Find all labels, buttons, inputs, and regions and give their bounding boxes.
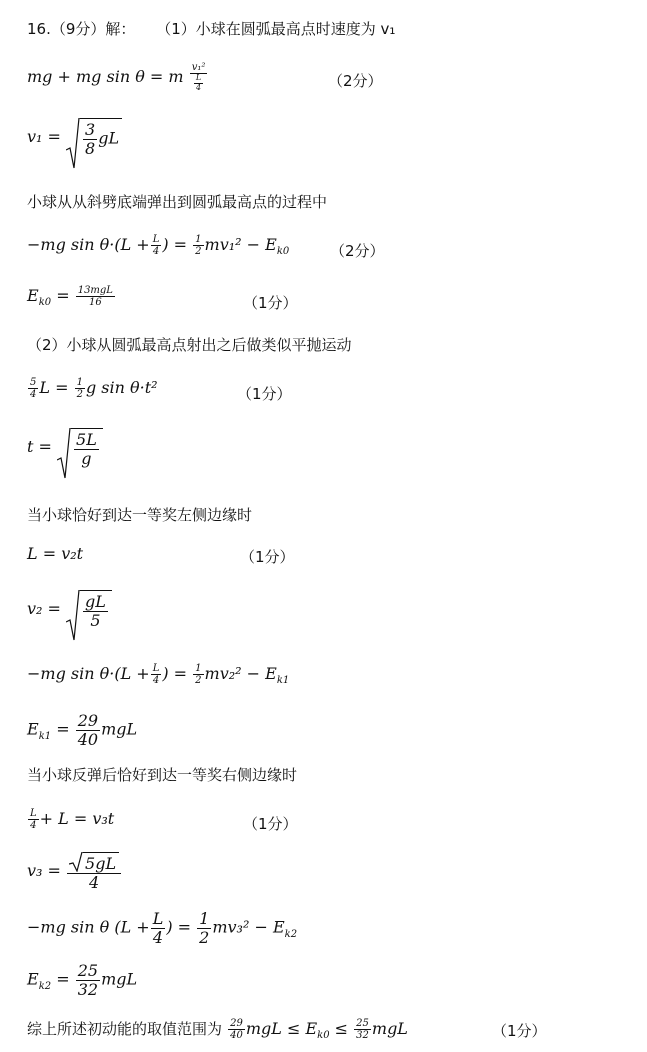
sqrt: $\frac{5L}{g}$ xyxy=(57,428,103,467)
equation-5: $\frac{5}{4}$ L = $\frac{1}{2}$ g sin θ·t² xyxy=(30,377,158,400)
radical-sign xyxy=(57,428,71,480)
score-label: （1分） xyxy=(240,548,295,566)
equation-14: $E_{k2}$ = $\frac{25}{32}$ mgL xyxy=(27,961,138,999)
equation-9: −mg sin θ·(L + $\frac{L}{4}$ ) = $\frac{1}{2}$ $mv_2^2 - E_{k1}$ xyxy=(27,663,290,687)
sqrt: 5gL xyxy=(69,852,119,873)
text-line: 当小球反弹后恰好到达一等奖右侧边缘时 xyxy=(27,766,298,784)
equation-6: t = $\frac{5L}{g}$ xyxy=(27,428,103,467)
text-line: 小球从从斜劈底端弹出到圆弧最高点的过程中 xyxy=(27,193,328,211)
radical-sign xyxy=(66,118,80,170)
equation-13: −mg sin θ (L + $\frac{L}{4}$ ) = $\frac{1}{2}$ $mv_3^2 - E_{k2}$ xyxy=(27,909,298,947)
equation-4: $E_{k0}$ = $\frac{\text{13mgL}}{16}$ xyxy=(27,285,113,309)
score-label: （2分） xyxy=(330,242,385,260)
problem-header xyxy=(27,22,395,37)
part1-intro: （1）小球在圆弧最高点时速度为 v₁ xyxy=(156,20,396,38)
equation-8: v₂ = $\frac{gL}{5}$ xyxy=(27,590,112,629)
score-label: （2分） xyxy=(328,72,383,90)
equation-11: $\frac{L}{4}$ + L = v₃t xyxy=(30,808,115,831)
equation-10: $E_{k1}$ = $\frac{29}{40}$ mgL xyxy=(27,711,138,749)
score-label: （1分） xyxy=(243,294,298,312)
text-line: （2）小球从圆弧最高点射出之后做类似平抛运动 xyxy=(27,336,352,354)
score-label: （1分） xyxy=(237,385,292,403)
conclusion-line: 综上所述初动能的取值范围为 $\frac{29}{40}$ mgL ≤ $E_{k0}$ ≤ $\frac{25}{32}$ mgL xyxy=(27,1018,408,1042)
equation-1: mg + mg sin θ = m $\frac{\text{v₁²}}{\frac{L}{4}}$ xyxy=(27,62,206,92)
fraction: $\frac{\text{v₁²}}{\frac{L}{4}}$ xyxy=(191,62,206,92)
sqrt: $\frac{3}{8}$ gL xyxy=(66,118,122,157)
score-label: （1分） xyxy=(243,815,298,833)
equation-3: −mg sin θ·(L + $\frac{L}{4}$ ) = $\frac{1}{2}$ $mv_1^2 - E_{k0}$ xyxy=(27,234,290,258)
sqrt: $\frac{gL}{5}$ xyxy=(66,590,112,629)
text-line: 当小球恰好到达一等奖左侧边缘时 xyxy=(27,506,253,524)
radical-sign xyxy=(69,852,83,872)
equation-2: v₁ = $\frac{3}{8}$ gL xyxy=(27,118,122,157)
score-label: （1分） xyxy=(492,1022,547,1040)
equation-12: v₃ = $\frac{5gL}{4}$ xyxy=(27,852,122,891)
radical-sign xyxy=(66,590,80,642)
problem-number: 16.（9分）解： xyxy=(27,20,136,38)
equation-7: L = v₂t xyxy=(27,544,84,563)
